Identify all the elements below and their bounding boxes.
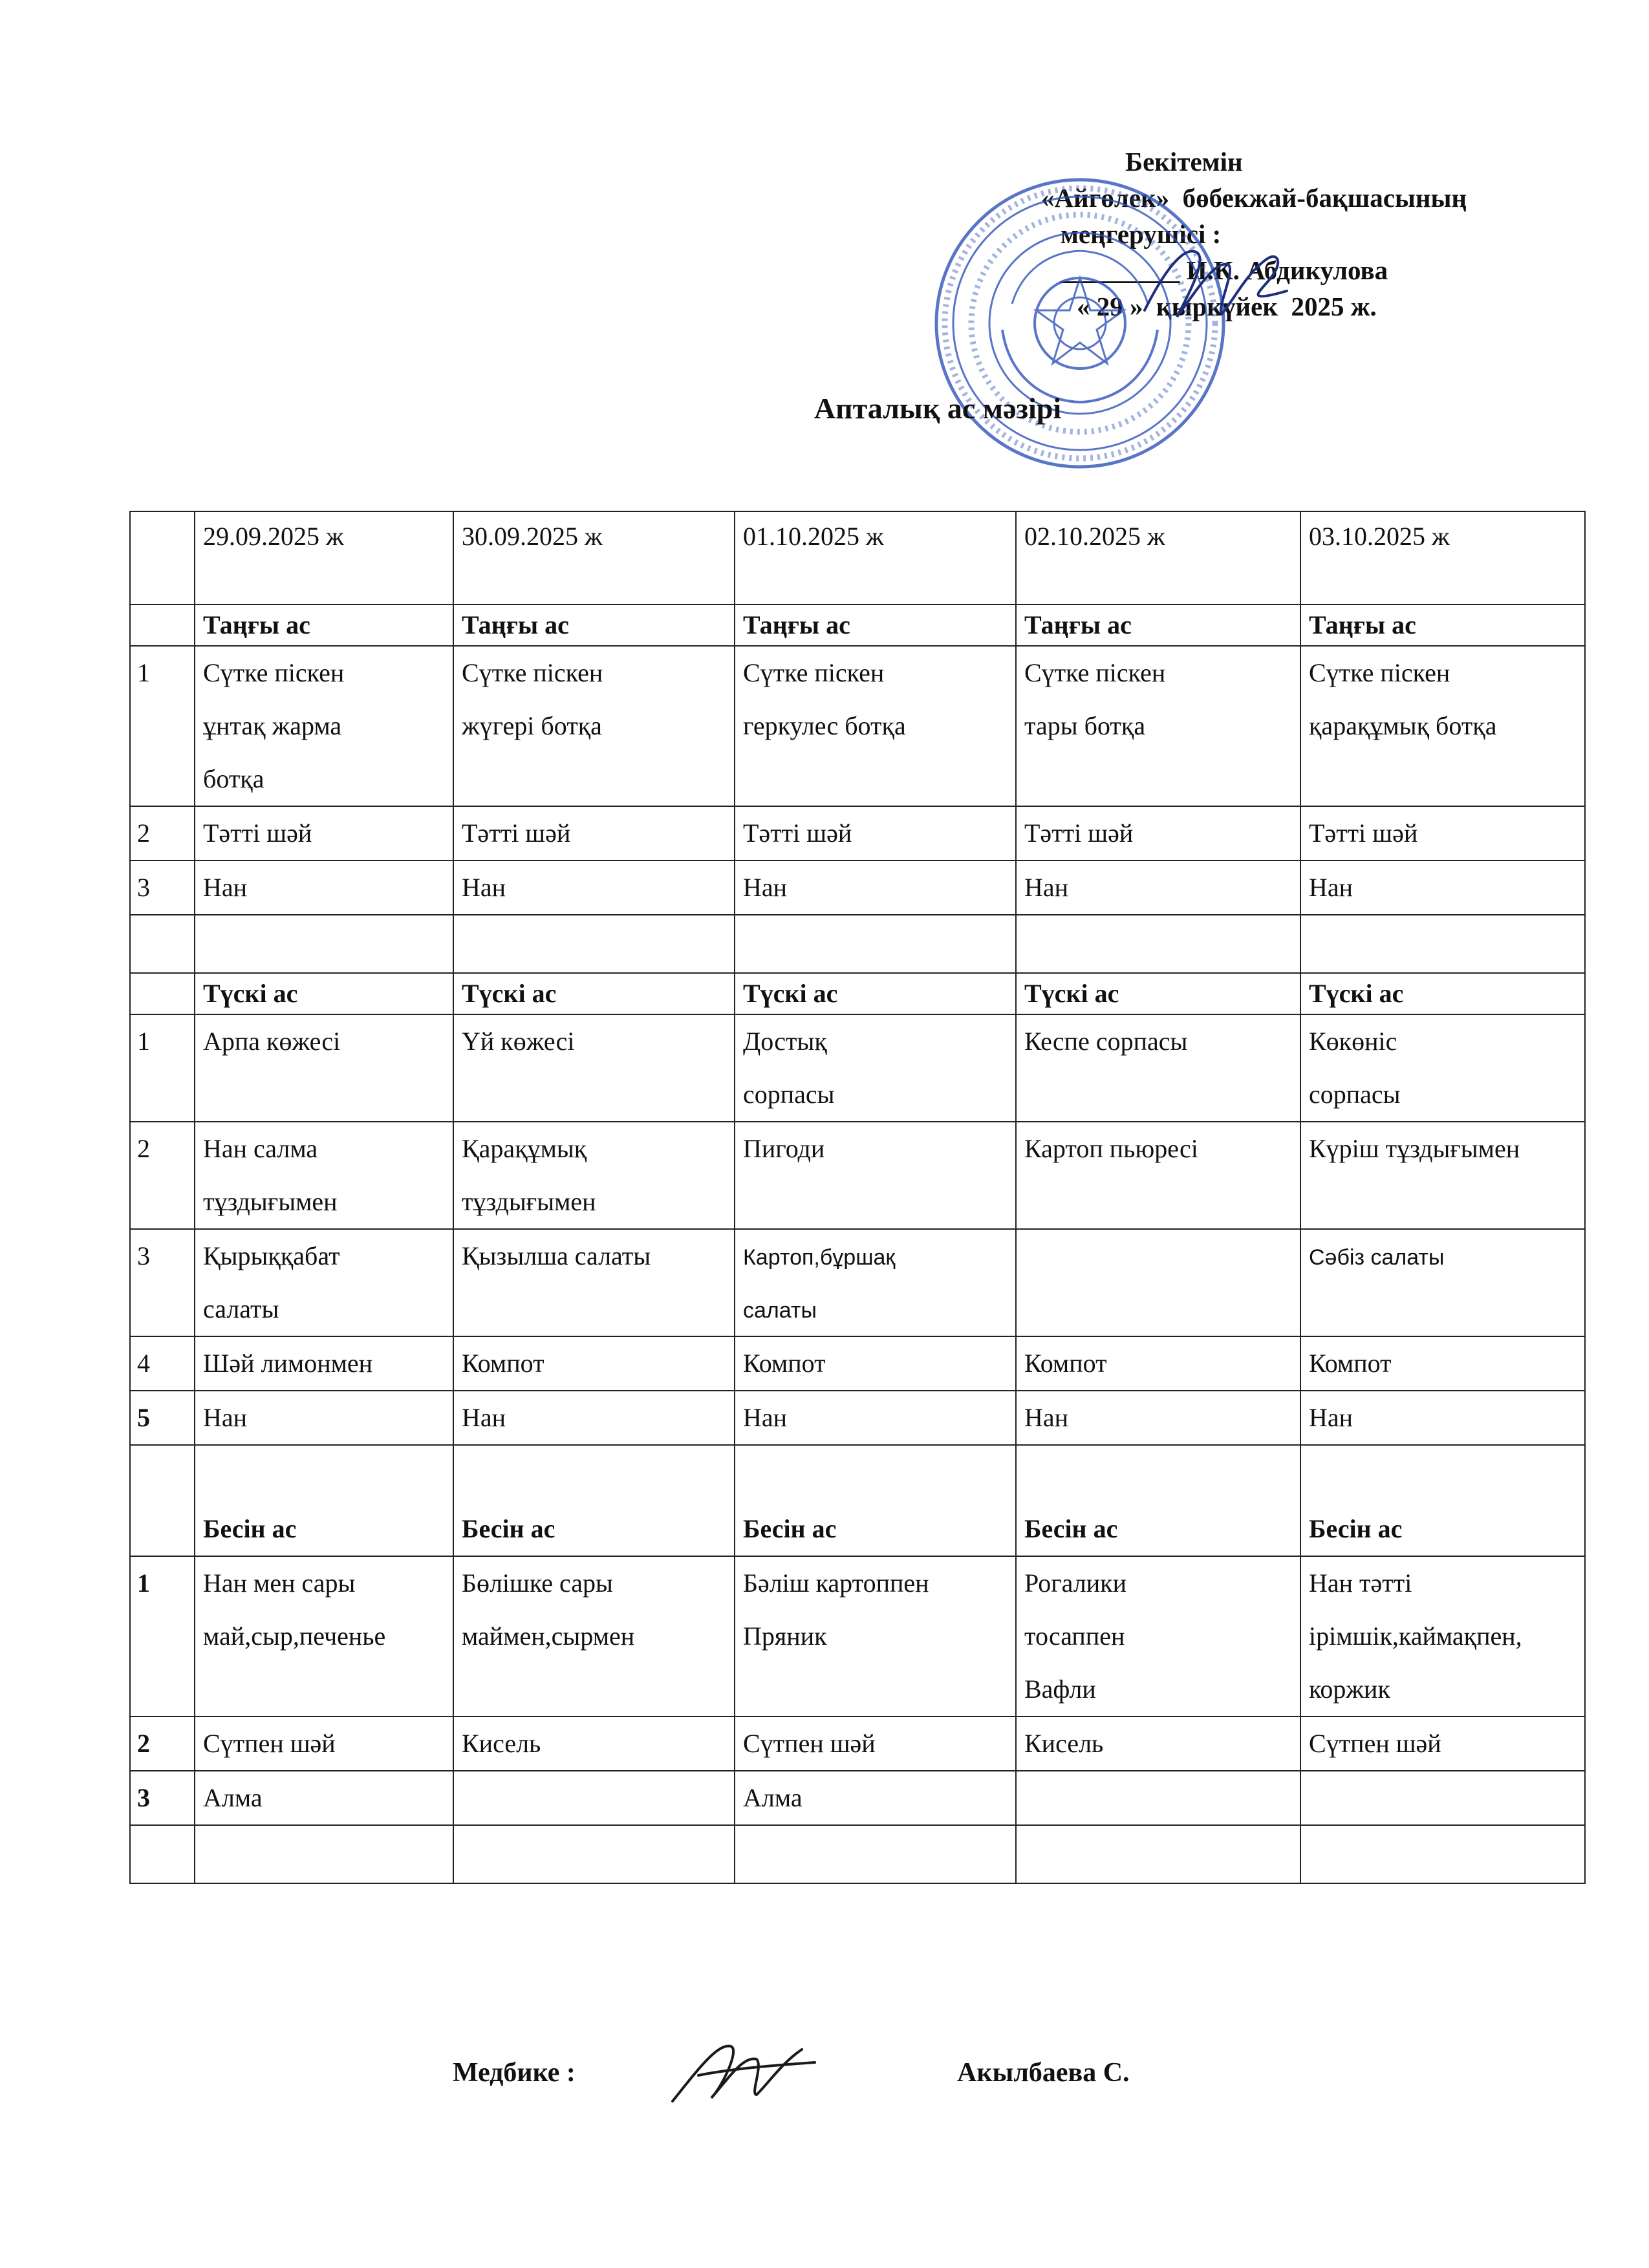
meal-heading-row [130,973,1585,1014]
dish-name: Тәтті шәй [203,818,312,848]
dish-cell [195,806,453,861]
meal-heading: Таңғы ас [1300,604,1585,646]
dish-name: Сүтпен шәй [743,1729,876,1758]
dish-cell [1300,861,1585,915]
row-number: 2 [130,806,195,861]
dish-name: Нан [743,873,788,902]
dish-cell [195,1771,453,1825]
dish-cell [735,1556,1016,1717]
dish-cell [735,646,1016,806]
dish-name: Нан [462,1403,506,1432]
meal-heading-row [130,604,1585,646]
dish-cell [453,861,735,915]
meal-heading-row [130,1445,1585,1556]
dish-cell [1300,1771,1585,1825]
dish-name: Нан [203,1403,248,1432]
dish-name: Алма [203,1783,263,1812]
dish-cell [1300,1336,1585,1391]
meal-heading: Бесін ас [195,1445,453,1556]
row-number: 3 [130,1771,195,1825]
dish-name: Картоп,бұршақ салаты [743,1245,896,1323]
dish-cell [195,646,453,806]
dish-cell [735,806,1016,861]
dish-name: Компот [462,1349,544,1378]
dish-name: Компот [1309,1349,1392,1378]
dish-cell [735,1229,1016,1336]
dish-cell [1300,646,1585,806]
dish-cell [1016,1391,1300,1445]
menu-row [130,806,1585,861]
dish-cell [1016,646,1300,806]
dish-cell [1300,1717,1585,1771]
dish-cell [735,861,1016,915]
dish-name: Кисель [462,1729,541,1758]
dish-name: Компот [1024,1349,1107,1378]
dish-name: Көкөніс сорпасы [1309,1027,1401,1109]
dish-cell [735,1771,1016,1825]
dish-name: Сәбіз салаты [1309,1245,1445,1270]
approval-line-org: «Айгөлек» бөбекжай-бақшасының [1041,183,1467,213]
empty-row [130,1825,1585,1883]
dish-cell [735,1014,1016,1122]
dish-cell [1300,806,1585,861]
spacer-section [130,915,1585,973]
dish-cell [195,1556,453,1717]
dish-cell [195,1391,453,1445]
dish-name: Арпа көжесі [203,1027,341,1056]
dish-name: Үй көжесі [462,1027,575,1056]
dish-name: Күріш тұздығымен [1309,1134,1520,1163]
dish-cell [1016,1122,1300,1229]
meal-heading: Түскі ас [735,973,1016,1014]
dish-cell [453,806,735,861]
date-cell: 30.09.2025 ж [453,511,735,604]
meal-heading: Бесін ас [453,1445,735,1556]
meal-heading: Түскі ас [195,973,453,1014]
row-number: 1 [130,1014,195,1122]
meal-heading: Түскі ас [1016,973,1300,1014]
nurse-name: Акылбаева С. [957,2058,1130,2088]
dish-name: Нан [1024,873,1069,902]
dish-name: Нан салма тұздығымен [203,1134,338,1216]
row-number: 3 [130,1229,195,1336]
dish-name: Сүтке піскен тары ботқа [1024,658,1166,740]
dish-name: Рогалики тосаппен Вафли [1024,1568,1126,1704]
approval-line-approve: Бекітемін [1125,147,1243,177]
dish-name: Нан [1024,1403,1069,1432]
empty-row [130,915,1585,973]
nurse-signature [660,2030,828,2114]
dish-cell [1300,1122,1585,1229]
dish-name: Сүтке піскен ұнтақ жарма ботқа [203,658,345,793]
dish-name: Бәліш картоппен Пряник [743,1568,929,1651]
dish-name: Сүтке піскен жүгері ботқа [462,658,603,740]
dish-name: Нан [462,873,506,902]
menu-row [130,861,1585,915]
approval-line-date: « 29 » қыркүйек 2025 ж. [1077,292,1377,321]
dish-cell [735,1336,1016,1391]
dish-cell [195,1336,453,1391]
dish-cell [195,1717,453,1771]
menu-row [130,1771,1585,1825]
dish-cell [1016,1229,1300,1336]
dish-cell [1016,1717,1300,1771]
dish-cell [1016,806,1300,861]
dish-cell [453,1229,735,1336]
meal-heading: Таңғы ас [195,604,453,646]
dish-name: Сүтпен шәй [1309,1729,1441,1758]
row-number: 3 [130,861,195,915]
menu-row [130,1556,1585,1717]
date-cell: 29.09.2025 ж [195,511,453,604]
meal-heading: Бесін ас [1300,1445,1585,1556]
dish-cell [453,1771,735,1825]
approval-line-director: _________ И.К. Абдикулова [1061,255,1388,285]
dish-name: Нан [1309,1403,1353,1432]
row-number: 1 [130,1556,195,1717]
row-number: 5 [130,1391,195,1445]
dish-name: Тәтті шәй [1309,818,1418,848]
dish-cell [1016,1014,1300,1122]
weekly-menu-table [129,511,1586,1884]
dish-name: Нан тәтті ірімшік,каймақпен, коржик [1309,1568,1522,1704]
dish-cell [1016,1771,1300,1825]
director-signature [1138,233,1293,336]
menu-row [130,1014,1585,1122]
meal-heading: Бесін ас [735,1445,1016,1556]
dish-name: Нан [1309,873,1353,902]
spacer-section [130,1825,1585,1883]
dish-cell [735,1122,1016,1229]
meal-heading: Таңғы ас [735,604,1016,646]
dish-name: Нан [743,1403,788,1432]
menu-row [130,1717,1585,1771]
row-number: 1 [130,646,195,806]
dish-name: Шәй лимонмен [203,1349,373,1378]
dish-name: Бөлішке сары маймен,сырмен [462,1568,635,1651]
dish-name: Қырыққабат салаты [203,1241,340,1323]
date-cell: 01.10.2025 ж [735,511,1016,604]
dish-cell [1300,1556,1585,1717]
meal-heading: Бесін ас [1016,1445,1300,1556]
dish-name: Компот [743,1349,826,1378]
dish-cell [735,1391,1016,1445]
date-cell: 03.10.2025 ж [1300,511,1585,604]
dish-name: Картоп пьюресі [1024,1134,1198,1163]
dish-name: Тәтті шәй [1024,818,1134,848]
dish-cell [195,861,453,915]
menu-row [130,1229,1585,1336]
page-title: Апталық ас мәзірі [814,392,1062,425]
menu-row [130,1391,1585,1445]
snack-section [130,1445,1585,1825]
dish-cell [1300,1229,1585,1336]
dish-name: Тәтті шәй [743,818,852,848]
dish-cell [453,1122,735,1229]
dish-cell [195,1014,453,1122]
breakfast-section [130,604,1585,915]
lunch-section [130,973,1585,1445]
dish-cell [453,1717,735,1771]
approval-line-position: меңгерушісі : [1061,219,1222,249]
dish-cell [1016,1336,1300,1391]
dish-cell [453,1391,735,1445]
dish-cell [1016,1556,1300,1717]
dish-cell [195,1229,453,1336]
dish-cell [1016,861,1300,915]
dish-name: Алма [743,1783,803,1812]
dish-cell [1300,1391,1585,1445]
row-number: 4 [130,1336,195,1391]
footer [453,2049,1358,2108]
dish-name: Сүтке піскен геркулес ботқа [743,658,906,740]
menu-row [130,646,1585,806]
menu-row [130,1336,1585,1391]
row-number: 2 [130,1717,195,1771]
dish-name: Пигоди [743,1134,825,1163]
dish-cell [1300,1014,1585,1122]
meal-heading: Таңғы ас [1016,604,1300,646]
dish-cell [735,1717,1016,1771]
dish-name: Кеспе сорпасы [1024,1027,1188,1056]
dish-name: Тәтті шәй [462,818,571,848]
dish-name: Нан [203,873,248,902]
dish-cell [453,1014,735,1122]
dish-cell [453,1336,735,1391]
date-cell: 02.10.2025 ж [1016,511,1300,604]
row-number: 2 [130,1122,195,1229]
date-header-row [130,511,1585,604]
meal-heading: Таңғы ас [453,604,735,646]
dish-name: Кисель [1024,1729,1104,1758]
dish-cell [453,1556,735,1717]
dish-name: Қызылша салаты [462,1241,651,1270]
meal-heading: Түскі ас [1300,973,1585,1014]
dish-cell [453,646,735,806]
dish-name: Нан мен сары май,сыр,печенье [203,1568,386,1651]
menu-row [130,1122,1585,1229]
dish-name: Қарақұмық тұздығымен [462,1134,596,1216]
meal-heading: Түскі ас [453,973,735,1014]
nurse-label: Медбике : [453,2058,576,2088]
dish-name: Сүтпен шәй [203,1729,336,1758]
dish-name: Сүтке піскен қарақұмық ботқа [1309,658,1497,740]
dish-cell [195,1122,453,1229]
dish-name: Достық сорпасы [743,1027,835,1109]
